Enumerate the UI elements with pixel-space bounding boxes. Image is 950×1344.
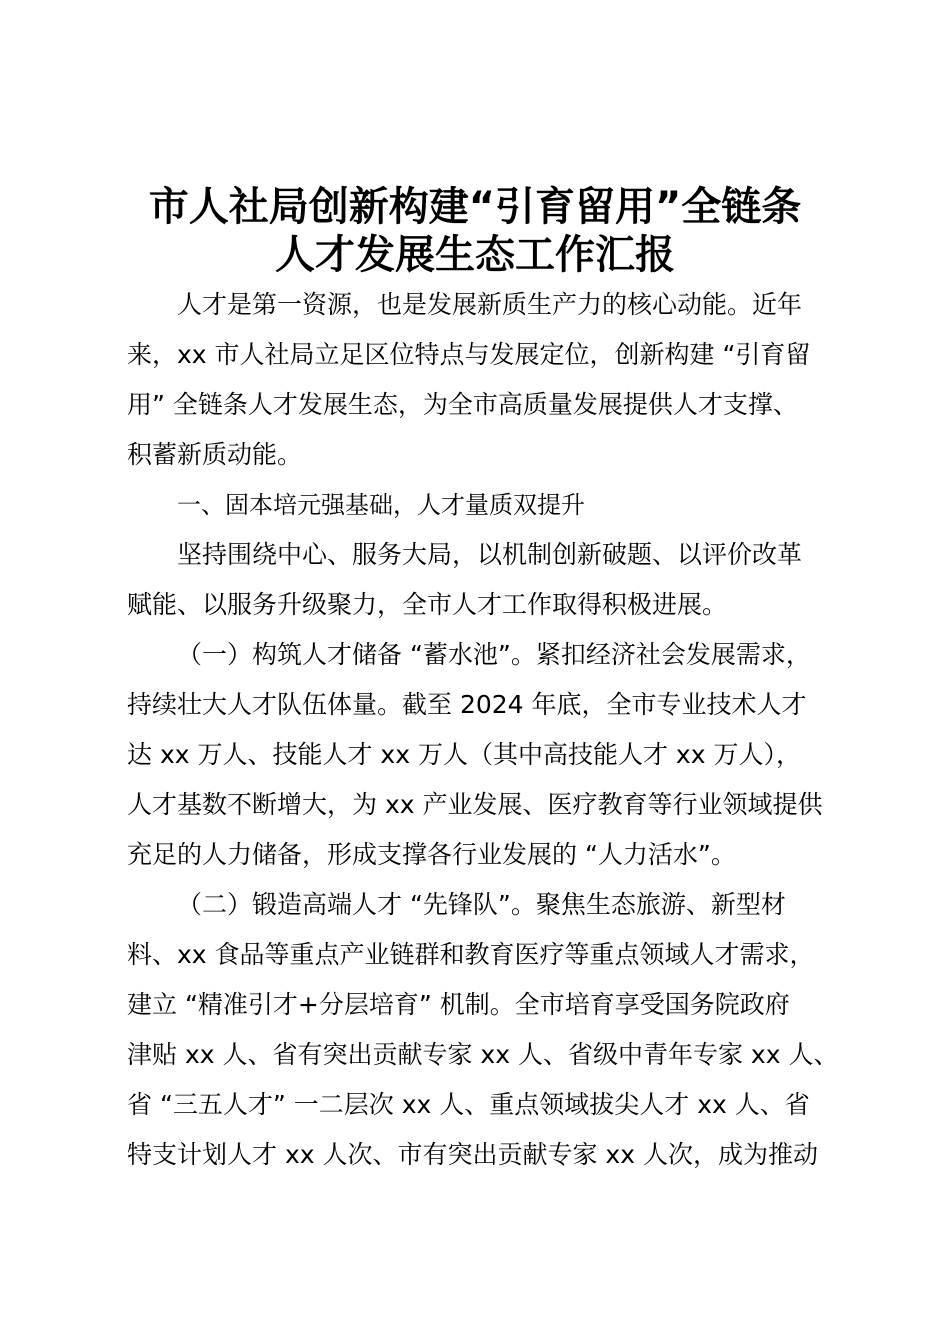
document-title-line-2: 人才发展生态工作汇报: [275, 232, 675, 278]
subsection-1-line: 人才基数不断增大，为 xx 产业发展、医疗教育等行业领域提供: [127, 790, 823, 819]
subsection-1-line: （一）构筑人才储备 “蓄水池”。紧扣经济社会发展需求，: [177, 640, 811, 669]
subsection-1-line: 持续壮大人才队伍体量。截至 2024 年底，全市专业技术人才: [127, 690, 807, 719]
document-title-line-1: 市人社局创新构建“引育留用”全链条: [148, 184, 802, 230]
intro-paragraph-line: 积蓄新质动能。: [127, 440, 303, 469]
intro-paragraph-line: 来，xx 市人社局立足区位特点与发展定位，创新构建 “引育留: [127, 340, 811, 369]
intro-paragraph-line: 人才是第一资源，也是发展新质生产力的核心动能。近年: [177, 290, 803, 319]
subsection-2-line: 省 “三五人才” 一二层次 xx 人、重点领域拔尖人才 xx 人、省: [127, 1090, 810, 1119]
section-heading-1: 一、固本培元强基础，人才量质双提升: [177, 491, 585, 519]
subsection-1-line: 达 xx 万人、技能人才 xx 万人（其中高技能人才 xx 万人），: [127, 740, 801, 769]
intro-paragraph-line: 用” 全链条人才发展生态，为全市高质量发展提供人才支撑、: [127, 390, 798, 419]
section-paragraph-line: 赋能、以服务升级聚力，全市人才工作取得积极进展。: [127, 590, 728, 619]
subsection-2-line: 特支计划人才 xx 人次、市有突出贡献专家 xx 人次，成为推动: [127, 1140, 818, 1169]
subsection-2-line: 建立 “精准引才+分层培育” 机制。全市培育享受国务院政府: [127, 990, 790, 1019]
subsection-2-line: 津贴 xx 人、省有突出贡献专家 xx 人、省级中青年专家 xx 人、: [127, 1040, 839, 1069]
subsection-1-line: 充足的人力储备，形成支撑各行业发展的 “人力活水”。: [127, 840, 736, 869]
subsection-2-line: 料、xx 食品等重点产业链群和教育医疗等重点领域人才需求，: [127, 940, 815, 969]
section-paragraph-line: 坚持围绕中心、服务大局，以机制创新破题、以评价改革: [177, 540, 803, 569]
subsection-2-line: （二）锻造高端人才 “先锋队”。聚焦生态旅游、新型材: [177, 890, 786, 919]
